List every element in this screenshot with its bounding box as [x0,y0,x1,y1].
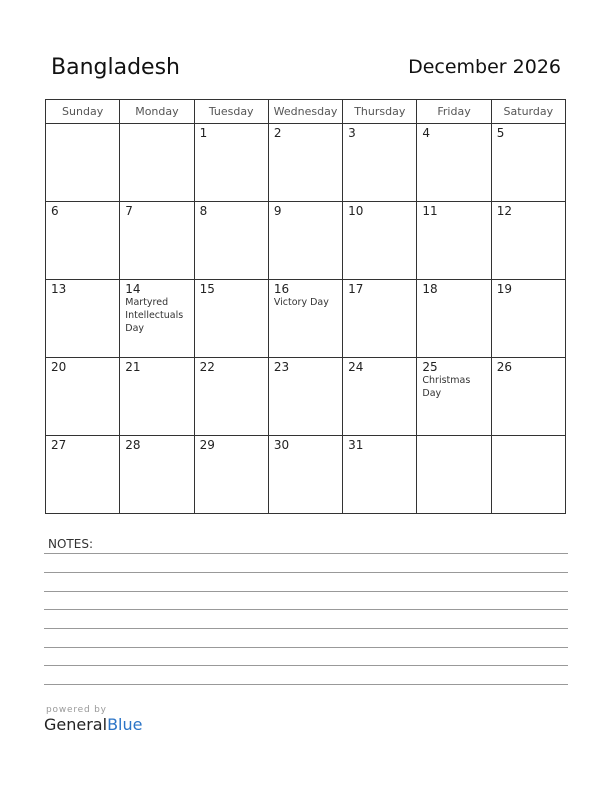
day-number: 2 [273,126,282,140]
holiday-label: Victory Day [273,297,329,308]
day-cell [194,436,268,514]
day-number: 24 [348,360,364,374]
day-number: 15 [199,282,215,296]
day-number: 3 [348,126,356,140]
day-number: 29 [199,438,215,452]
weekday-header-row [46,100,566,124]
holiday-label: Intellectuals [125,310,184,321]
note-line [44,647,568,648]
day-cell [120,280,194,358]
note-line [44,684,568,685]
day-number: 27 [51,438,67,452]
day-cell [417,202,491,280]
calendar-week-row [46,202,566,280]
day-cell [268,280,342,358]
calendar-week-row [46,280,566,358]
day-number: 7 [125,204,133,218]
day-number: 11 [422,204,438,218]
day-number: 30 [273,438,290,452]
day-cell [343,280,417,358]
powered-by-text: powered by [46,705,107,715]
day-number: 20 [51,360,67,374]
note-line [44,553,568,554]
calendar-week-row [46,124,566,202]
day-number: 25 [422,360,438,374]
holiday-label: Christmas [422,375,471,386]
day-number: 6 [51,204,59,218]
day-cell [343,358,417,436]
day-cell [417,358,491,436]
calendar-week-row [46,358,566,436]
day-cell [268,436,342,514]
day-cell [194,280,268,358]
day-cell [46,280,120,358]
day-number [120,124,193,126]
day-cell [120,436,194,514]
weekday-monday: Monday [120,100,194,124]
day-cell [343,436,417,514]
day-number: 31 [348,438,364,452]
day-cell [417,436,491,514]
day-cell [417,124,491,202]
day-number: 17 [348,282,364,296]
day-number: 1 [199,126,208,140]
day-number: 26 [496,360,512,374]
holiday-label: Day [422,388,442,399]
day-cell [194,124,268,202]
month-title: December 2026 [408,56,561,78]
day-number: 19 [496,282,512,296]
day-number: 8 [199,204,208,218]
note-line [44,665,568,666]
day-cell [120,124,194,202]
day-cell [343,124,417,202]
day-number: 10 [348,204,364,218]
day-cell [46,202,120,280]
day-cell [491,124,565,202]
notes-label: NOTES: [48,537,93,551]
holiday-label: Day [125,323,145,334]
day-cell [120,358,194,436]
day-number [46,124,119,126]
day-cell [194,202,268,280]
day-cell [268,358,342,436]
day-number: 12 [496,204,512,218]
day-cell [343,202,417,280]
brand-footer [44,705,142,734]
weekday-thursday: Thursday [343,100,417,124]
note-line [44,591,568,592]
day-number: 23 [273,360,290,374]
day-cell [120,202,194,280]
day-cell [268,202,342,280]
day-number: 13 [51,282,67,296]
day-cell [194,358,268,436]
note-line [44,609,568,610]
day-number: 22 [199,360,215,374]
day-number: 14 [125,282,141,296]
day-cell [46,436,120,514]
weekday-wednesday: Wednesday [268,100,342,124]
day-number: 28 [125,438,141,452]
day-cell [46,358,120,436]
weekday-sunday: Sunday [46,100,120,124]
day-cell [491,436,565,514]
day-cell [46,124,120,202]
day-number: 5 [496,126,505,140]
day-cell [268,124,342,202]
day-number: 16 [273,282,290,296]
country-title: Bangladesh [51,55,180,80]
day-number [417,436,490,438]
day-cell [417,280,491,358]
brand-name-general: General [44,715,108,734]
day-number: 18 [422,282,438,296]
day-cell [491,280,565,358]
calendar-grid [45,99,566,514]
day-number: 4 [422,126,431,140]
calendar-week-row [46,436,566,514]
weekday-tuesday: Tuesday [194,100,268,124]
weekday-saturday: Saturday [491,100,565,124]
brand-name-blue: Blue [107,715,143,734]
note-line [44,628,568,629]
day-number: 9 [273,204,282,218]
weekday-friday: Friday [417,100,491,124]
day-number: 21 [125,360,141,374]
day-cell [491,202,565,280]
holiday-label: Martyred [125,297,169,308]
day-number [492,436,565,438]
note-line [44,572,568,573]
day-cell [491,358,565,436]
brand-logo [44,715,142,734]
